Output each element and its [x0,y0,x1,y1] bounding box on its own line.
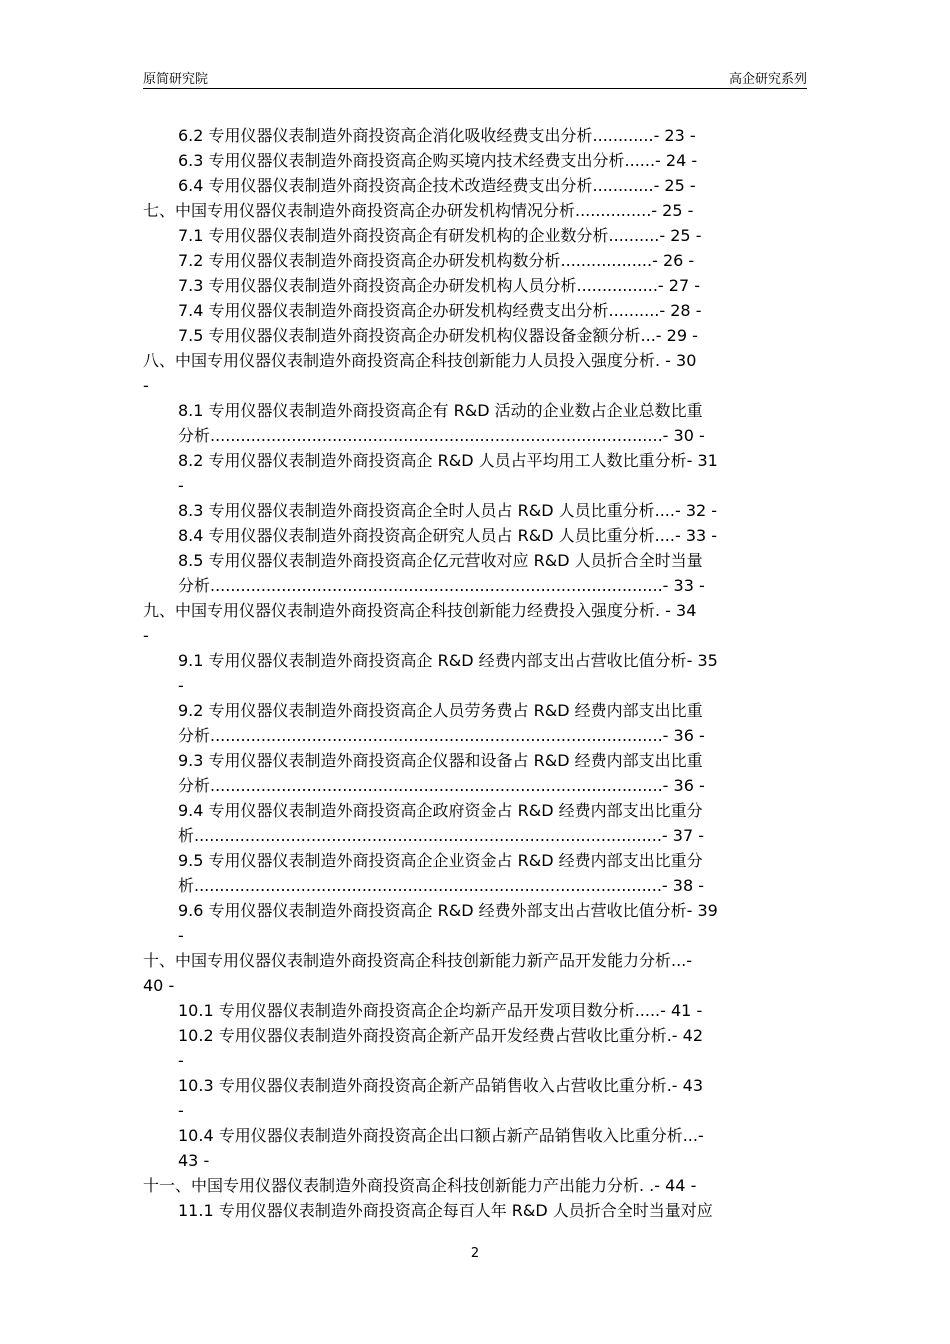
toc-entry-line: 析............................................................................................- 37 - [178,826,704,845]
toc-entry-line: 40 - [143,976,175,995]
toc-entry-line: 10.2 专用仪器仪表制造外商投资高企新产品开发经费占营收比重分析.- 42 [178,1026,704,1045]
header-rule [143,88,807,89]
toc-entry[interactable] [143,323,807,348]
toc-entry[interactable] [143,148,807,173]
toc-entry[interactable] [143,598,807,648]
toc-entry-line: 十一、中国专用仪器仪表制造外商投资高企科技创新能力产出能力分析. .- 44 - [143,1176,697,1195]
toc-entry-line: - [178,926,184,945]
toc-entry-line: 6.3 专用仪器仪表制造外商投资高企购买境内技术经费支出分析......- 24 - [178,151,698,170]
toc-entry-line: 10.1 专用仪器仪表制造外商投资高企企均新产品开发项目数分析.....- 41 - [178,1001,703,1020]
toc-entry-line: 析............................................................................................- 38 - [178,876,704,895]
toc-entry-line: 10.3 专用仪器仪表制造外商投资高企新产品销售收入占营收比重分析.- 43 [178,1076,704,1095]
toc-entry-line: 分析.........................................................................................- 36 - [178,726,705,745]
toc-entry-line: 7.3 专用仪器仪表制造外商投资高企办研发机构人员分析................- 27 - [178,276,700,295]
toc-entry-line: 9.6 专用仪器仪表制造外商投资高企 R&D 经费外部支出占营收比值分析- 39 [178,901,718,920]
toc-entry-line: - [178,1101,184,1120]
toc-entry-line: 7.5 专用仪器仪表制造外商投资高企办研发机构仪器设备金额分析...- 29 - [178,326,698,345]
toc-entry[interactable] [143,998,807,1023]
toc-entry[interactable] [143,848,807,898]
toc-entry-line: 9.1 专用仪器仪表制造外商投资高企 R&D 经费内部支出占营收比值分析- 35 [178,651,718,670]
toc-entry-line: 6.2 专用仪器仪表制造外商投资高企消化吸收经费支出分析............- 23 - [178,126,696,145]
toc-entry[interactable] [143,698,807,748]
toc-entry[interactable] [143,298,807,323]
toc-entry[interactable] [143,398,807,448]
header-series-title: 高企研究系列 [728,72,807,87]
toc-entry-line: 6.4 专用仪器仪表制造外商投资高企技术改造经费支出分析............- 25 - [178,176,696,195]
toc-entry[interactable] [143,648,807,698]
toc-entry-line: - [178,1051,184,1070]
toc-entry[interactable] [143,948,807,998]
toc-entry[interactable] [143,798,807,848]
toc-entry[interactable] [143,1123,807,1173]
toc-entry-line: - [178,676,184,695]
toc-entry[interactable] [143,548,807,598]
toc-entry[interactable] [143,498,807,523]
toc-entry[interactable] [143,273,807,298]
toc-entry-line: 8.1 专用仪器仪表制造外商投资高企有 R&D 活动的企业数占企业总数比重 [178,401,703,420]
toc-entry-line: 7.4 专用仪器仪表制造外商投资高企办研发机构经费支出分析..........- 28 - [178,301,702,320]
toc-entry-line: - [143,376,149,395]
toc-entry[interactable] [143,1198,807,1223]
toc-entry-line: 9.5 专用仪器仪表制造外商投资高企企业资金占 R&D 经费内部支出比重分 [178,851,703,870]
toc-entry-line: 分析.........................................................................................- 33 - [178,576,705,595]
toc-entry[interactable] [143,1023,807,1073]
toc-entry-line: - [178,476,184,495]
page-number: 2 [470,1246,480,1261]
toc-entry[interactable] [143,448,807,498]
toc-entry-line: 7.1 专用仪器仪表制造外商投资高企有研发机构的企业数分析..........- 25 - [178,226,702,245]
toc-entry[interactable] [143,523,807,548]
toc-entry[interactable] [143,198,807,223]
toc-entry-line: 分析.........................................................................................- 30 - [178,426,705,445]
toc-entry-line: 8.3 专用仪器仪表制造外商投资高企全时人员占 R&D 人员比重分析....- 32 - [178,501,718,520]
toc-entry-line: 11.1 专用仪器仪表制造外商投资高企每百人年 R&D 人员折合全时当量对应 [178,1201,713,1220]
toc-entry[interactable] [143,1073,807,1123]
toc-entry-line: 43 - [178,1151,210,1170]
toc-entry[interactable] [143,898,807,948]
toc-entry[interactable] [143,248,807,273]
toc-entry-line: 分析.........................................................................................- 36 - [178,776,705,795]
toc-entry-line: 九、中国专用仪器仪表制造外商投资高企科技创新能力经费投入强度分析. - 34 [143,601,697,620]
toc-entry-line: - [143,626,149,645]
header-organization: 原简研究院 [143,72,209,87]
toc-entry[interactable] [143,1173,807,1198]
toc-entry[interactable] [143,748,807,798]
toc-entry[interactable] [143,173,807,198]
toc-entry[interactable] [143,223,807,248]
toc-entry-line: 8.5 专用仪器仪表制造外商投资高企亿元营收对应 R&D 人员折合全时当量 [178,551,703,570]
toc-entry-line: 9.2 专用仪器仪表制造外商投资高企人员劳务费占 R&D 经费内部支出比重 [178,701,703,720]
toc-entry-line: 8.4 专用仪器仪表制造外商投资高企研究人员占 R&D 人员比重分析....- 33 - [178,526,718,545]
toc-entry[interactable] [143,123,807,148]
toc-entry-line: 8.2 专用仪器仪表制造外商投资高企 R&D 人员占平均用工人数比重分析- 31 [178,451,718,470]
toc-entry-line: 八、中国专用仪器仪表制造外商投资高企科技创新能力人员投入强度分析. - 30 [143,351,697,370]
toc-entry-line: 10.4 专用仪器仪表制造外商投资高企出口额占新产品销售收入比重分析...- [178,1126,704,1145]
toc-entry-line: 9.3 专用仪器仪表制造外商投资高企仪器和设备占 R&D 经费内部支出比重 [178,751,703,770]
toc-entry-line: 7.2 专用仪器仪表制造外商投资高企办研发机构数分析..................- 26 - [178,251,695,270]
toc-entry-line: 七、中国专用仪器仪表制造外商投资高企办研发机构情况分析...............- 25 - [143,201,694,220]
table-of-contents [143,123,807,1223]
toc-entry-line: 9.4 专用仪器仪表制造外商投资高企政府资金占 R&D 经费内部支出比重分 [178,801,703,820]
toc-entry-line: 十、中国专用仪器仪表制造外商投资高企科技创新能力新产品开发能力分析...- [143,951,693,970]
page-header [143,66,807,88]
toc-entry[interactable] [143,348,807,398]
